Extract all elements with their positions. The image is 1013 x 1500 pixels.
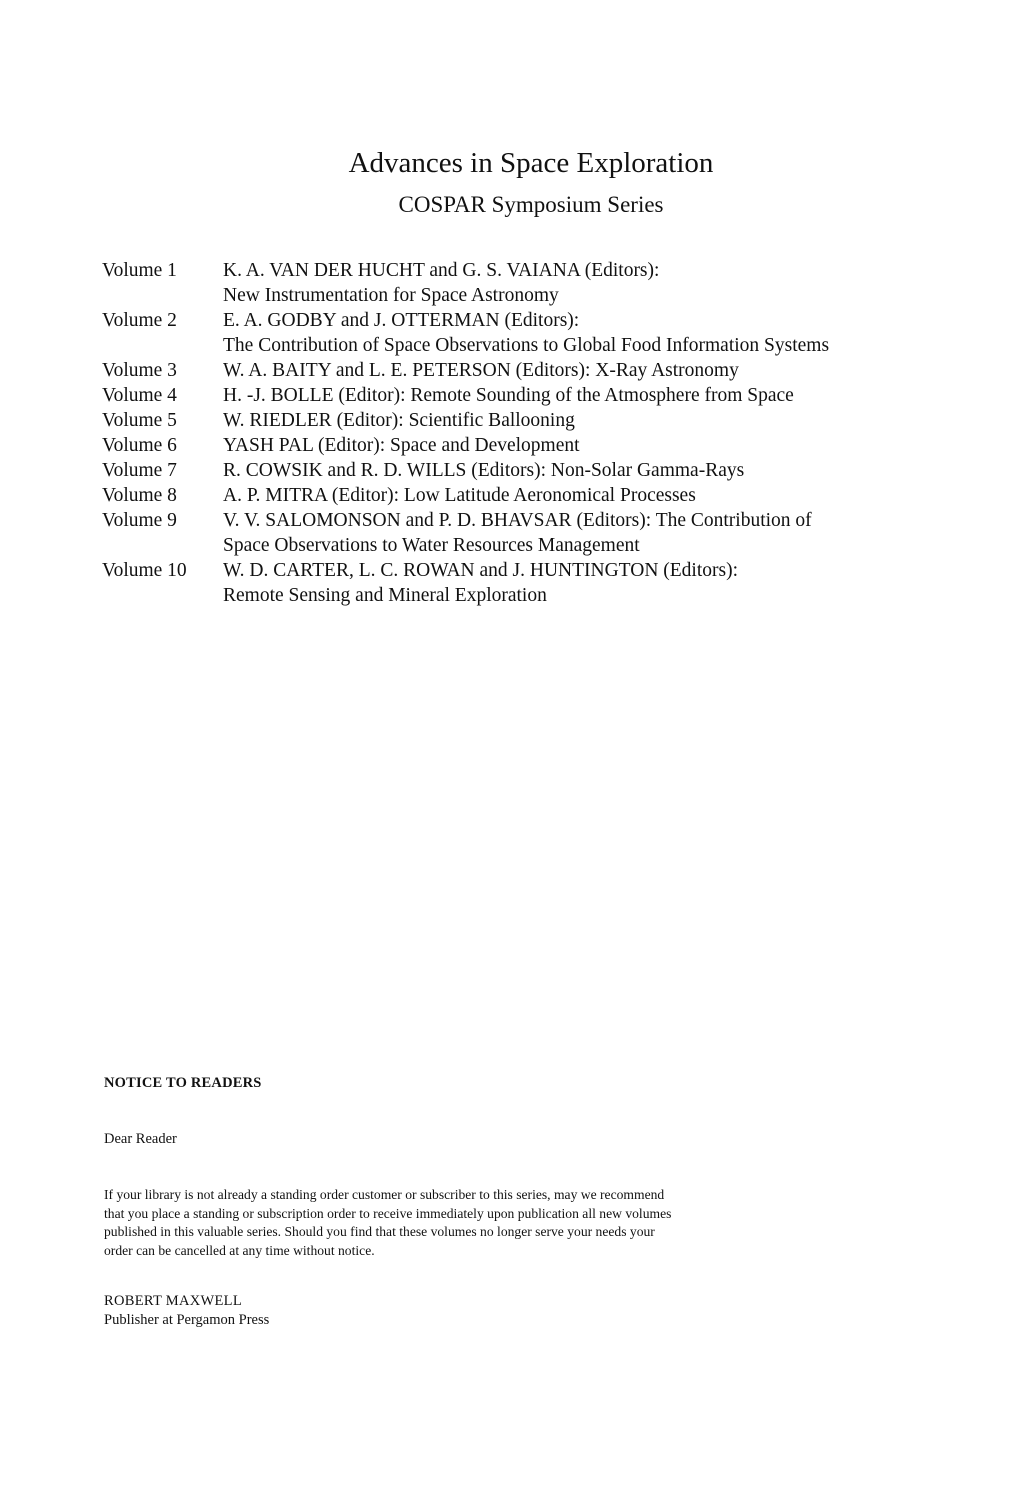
volume-description bbox=[223, 408, 982, 433]
volume-editors-and-title: A. P. MITRA (Editor): Low Latitude Aeronomical Processes bbox=[223, 485, 696, 506]
volume-entry bbox=[102, 558, 982, 608]
volume-number: Volume 2 bbox=[102, 310, 177, 331]
volume-number: Volume 4 bbox=[102, 385, 177, 406]
volume-editors-and-title: W. A. BAITY and L. E. PETERSON (Editors): X-Ray Astronomy bbox=[223, 360, 739, 381]
volume-title: Remote Sensing and Mineral Exploration bbox=[223, 585, 547, 606]
volume-list bbox=[102, 258, 982, 608]
volume-entry bbox=[102, 508, 982, 558]
volume-entry bbox=[102, 408, 982, 433]
volume-entry bbox=[102, 483, 982, 508]
volume-editors: V. V. SALOMONSON and P. D. BHAVSAR (Editors): The Contribution of bbox=[223, 510, 812, 531]
volume-description bbox=[223, 558, 982, 608]
volume-editors: W. D. CARTER, L. C. ROWAN and J. HUNTINGTON (Editors): bbox=[223, 560, 739, 581]
notice-line: order can be cancelled at any time without notice. bbox=[104, 1242, 375, 1258]
volume-entry bbox=[102, 258, 982, 308]
volume-editors: E. A. GODBY and J. OTTERMAN (Editors): bbox=[223, 310, 580, 331]
volume-entry bbox=[102, 383, 982, 408]
signature-title: Publisher at Pergamon Press bbox=[104, 1312, 270, 1328]
volume-number: Volume 6 bbox=[102, 435, 177, 456]
volume-number: Volume 7 bbox=[102, 460, 177, 481]
volume-editors-and-title: H. -J. BOLLE (Editor): Remote Sounding of the Atmosphere from Space bbox=[223, 385, 794, 406]
volume-entry bbox=[102, 433, 982, 458]
notice-line: If your library is not already a standing order customer or subscriber to this series, may we recommend bbox=[104, 1187, 665, 1202]
volume-description bbox=[223, 433, 982, 458]
volume-description bbox=[223, 458, 982, 483]
volume-entry bbox=[102, 308, 982, 358]
volume-description bbox=[223, 508, 982, 558]
volume-number: Volume 9 bbox=[102, 510, 177, 531]
notice-line: that you place a standing or subscription order to receive immediately upon publication all new volumes bbox=[104, 1205, 672, 1221]
volume-title: The Contribution of Space Observations to Global Food Information Systems bbox=[223, 335, 830, 356]
volume-editors-and-title: W. RIEDLER (Editor): Scientific Ballooning bbox=[223, 410, 575, 431]
notice-line: published in this valuable series. Should you find that these volumes no longer serve your needs your bbox=[104, 1224, 655, 1239]
series-title: Advances in Space Exploration bbox=[348, 147, 714, 179]
signature-name: ROBERT MAXWELL bbox=[104, 1293, 242, 1309]
volume-entry bbox=[102, 358, 982, 383]
volume-title: New Instrumentation for Space Astronomy bbox=[223, 285, 559, 306]
volume-number: Volume 10 bbox=[102, 560, 187, 581]
volume-number: Volume 3 bbox=[102, 360, 177, 381]
volume-description bbox=[223, 358, 982, 383]
volume-editors-and-title: YASH PAL (Editor): Space and Development bbox=[223, 435, 580, 456]
series-subtitle: COSPAR Symposium Series bbox=[398, 192, 664, 217]
volume-editors: K. A. VAN DER HUCHT and G. S. VAIANA (Editors): bbox=[223, 260, 660, 281]
volume-number: Volume 5 bbox=[102, 410, 177, 431]
volume-description bbox=[223, 483, 982, 508]
volume-description bbox=[223, 258, 982, 308]
volume-title: Space Observations to Water Resources Management bbox=[223, 535, 640, 556]
notice-heading: NOTICE TO READERS bbox=[104, 1075, 262, 1091]
volume-description bbox=[223, 383, 982, 408]
volume-description bbox=[223, 308, 982, 358]
salutation: Dear Reader bbox=[104, 1131, 177, 1147]
volume-entry bbox=[102, 458, 982, 483]
volume-editors-and-title: R. COWSIK and R. D. WILLS (Editors): Non-Solar Gamma-Rays bbox=[223, 460, 745, 481]
volume-number: Volume 1 bbox=[102, 260, 177, 281]
volume-number: Volume 8 bbox=[102, 485, 177, 506]
notice-body bbox=[104, 1186, 671, 1260]
